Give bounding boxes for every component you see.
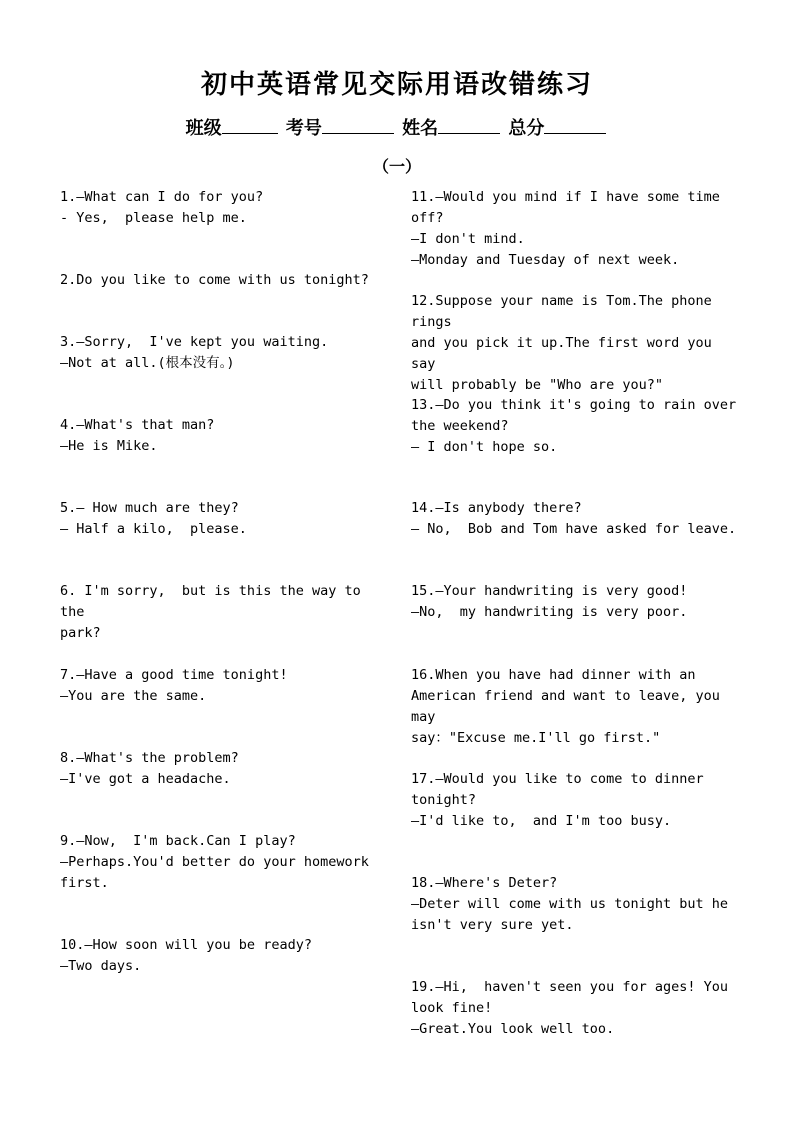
question-line: —Not at all.(根本没有。) (60, 355, 235, 371)
question-line: —Two days. (60, 958, 142, 974)
question-line: 4.—What's that man? (60, 417, 215, 433)
question-line: 12.Suppose your name is Tom.The phone rings (411, 293, 720, 330)
question-line: 2.Do you like to come with us tonight? (60, 272, 369, 288)
question-line: 11.—Would you mind if I have some time off? (411, 189, 728, 226)
name-label: 姓名 (402, 118, 439, 139)
question-item (60, 187, 386, 229)
question-item (60, 415, 386, 457)
section-heading: （一） (372, 157, 421, 176)
question-item (411, 395, 737, 458)
question-line: 14.—Is anybody there? (411, 500, 582, 516)
exam-number-blank[interactable] (322, 115, 394, 134)
question-line: will probably be "Who are you?" (411, 377, 663, 393)
question-line: 9.—Now, I'm back.Can I play? (60, 833, 296, 849)
question-line: - Yes, please help me. (60, 210, 247, 226)
question-item (60, 581, 386, 644)
question-line: —Great.You look well too. (411, 1021, 615, 1037)
worksheet-title: 初中英语常见交际用语改错练习 (200, 70, 593, 100)
question-line: —Monday and Tuesday of next week. (411, 252, 680, 268)
question-line: 19.—Hi, haven't seen you for ages! You (411, 979, 728, 995)
question-item (411, 498, 737, 540)
question-line: 8.—What's the problem? (60, 750, 239, 766)
question-line: American friend and want to leave, you may (411, 688, 728, 725)
question-line: 15.—Your handwriting is very good! (411, 583, 688, 599)
question-item (60, 831, 386, 894)
question-line: 3.—Sorry, I've kept you waiting. (60, 334, 329, 350)
question-line: 17.—Would you like to come to dinner (411, 771, 704, 787)
question-line: the weekend? (411, 418, 509, 434)
class-blank[interactable] (222, 115, 278, 134)
question-line: —No, my handwriting is very poor. (411, 604, 688, 620)
question-item (411, 873, 737, 936)
question-line: park? (60, 625, 101, 641)
question-line: 13.—Do you think it's going to rain over (411, 397, 737, 413)
question-item (60, 665, 386, 707)
student-info-line (0, 114, 794, 140)
question-line: first. (60, 875, 109, 891)
question-item (411, 291, 737, 396)
question-line: say："Excuse me.I'll go first." (411, 730, 661, 746)
question-line: —Deter will come with us tonight but he (411, 896, 728, 912)
question-item (60, 748, 386, 790)
question-line: 6. I'm sorry, but is this the way to the (60, 583, 369, 620)
question-line: —I'd like to, and I'm too busy. (411, 813, 672, 829)
score-label: 总分 (508, 118, 545, 139)
question-line: 10.—How soon will you be ready? (60, 937, 312, 953)
question-item (60, 332, 386, 374)
exam-number-label: 考号 (285, 118, 322, 139)
question-line: — I don't hope so. (411, 439, 558, 455)
question-line: isn't very sure yet. (411, 917, 574, 933)
question-line: — No, Bob and Tom have asked for leave. (411, 521, 737, 537)
question-item (60, 498, 386, 540)
question-line: —You are the same. (60, 688, 207, 704)
question-item (60, 270, 386, 291)
question-line: —I don't mind. (411, 231, 525, 247)
name-blank[interactable] (438, 115, 500, 134)
question-line: 5.— How much are they? (60, 500, 239, 516)
question-item (411, 187, 737, 271)
question-line: — Half a kilo, please. (60, 521, 247, 537)
question-line: and you pick it up.The first word you say (411, 335, 720, 372)
question-line: —He is Mike. (60, 438, 158, 454)
question-item (411, 769, 737, 832)
question-line: —I've got a headache. (60, 771, 231, 787)
class-label: 班级 (185, 118, 222, 139)
question-line: 1.—What can I do for you? (60, 189, 264, 205)
question-line: 18.—Where's Deter? (411, 875, 558, 891)
question-line: tonight? (411, 792, 477, 808)
question-line: 16.When you have had dinner with an (411, 667, 696, 683)
question-item (411, 665, 737, 749)
question-line: —Perhaps.You'd better do your homework (60, 854, 369, 870)
question-item (411, 977, 737, 1040)
score-blank[interactable] (544, 115, 606, 134)
question-item (60, 935, 386, 977)
question-item (411, 581, 737, 623)
question-line: look fine! (411, 1000, 493, 1016)
question-line: 7.—Have a good time tonight! (60, 667, 288, 683)
